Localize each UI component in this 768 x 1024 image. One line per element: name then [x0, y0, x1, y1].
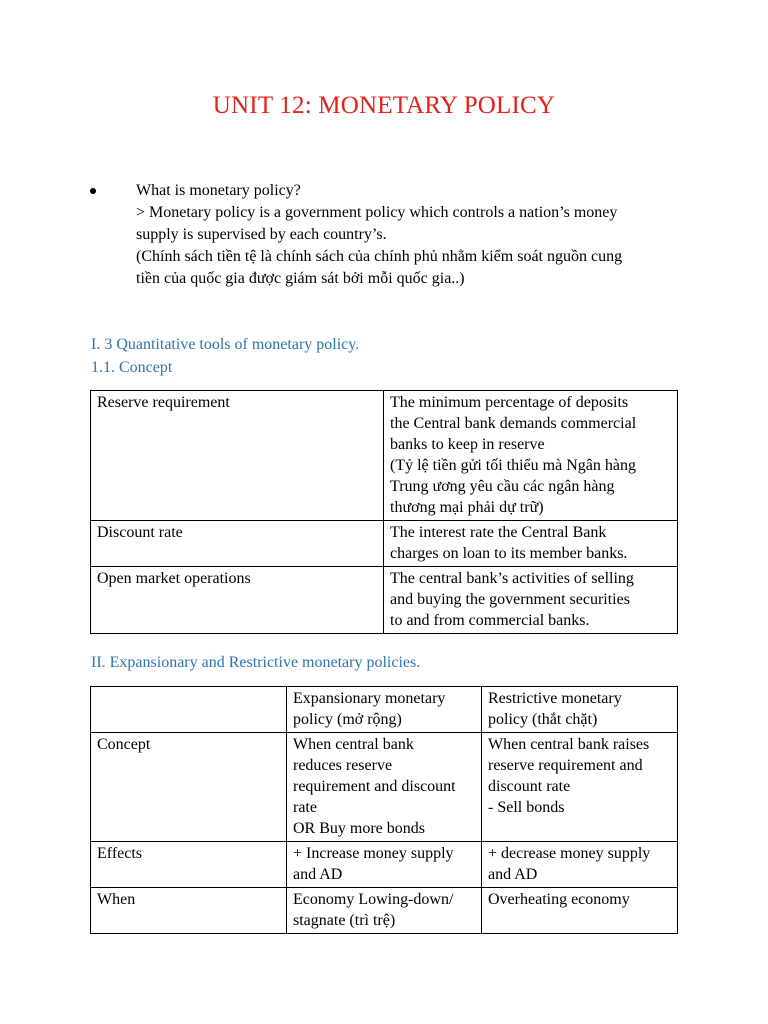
expansionary-cell: [287, 733, 482, 842]
definition-line: charges on loan to its member banks.: [390, 545, 628, 562]
header-line: policy (mở rộng): [293, 711, 402, 728]
intro-translation-line2: tiền của quốc gia được giám sát bởi mỗi quốc gia..): [136, 270, 465, 287]
intro-answer-line1: > Monetary policy is a government policy which controls a nation’s money: [136, 204, 618, 221]
section1-subheading: 1.1. Concept: [91, 359, 173, 376]
definition-cell: [384, 521, 678, 567]
cell-line: stagnate (trì trệ): [293, 912, 396, 929]
definition-line: to and from commercial banks.: [390, 612, 590, 629]
cell-line: Economy Lowing-down/: [293, 891, 454, 908]
row-label-cell: Concept: [91, 733, 287, 842]
definition-line: The interest rate the Central Bank: [390, 524, 607, 541]
restrictive-cell: [482, 733, 678, 842]
restrictive-cell: [482, 888, 678, 934]
bullet-dot-icon: [90, 188, 96, 194]
restrictive-header-cell: [482, 687, 678, 733]
quantitative-tools-table: [90, 390, 678, 634]
table-row: [91, 888, 678, 934]
intro-translation-line1: (Chính sách tiền tệ là chính sách của chính phủ nhằm kiểm soát nguồn cung: [136, 248, 623, 265]
cell-line: - Sell bonds: [488, 799, 565, 816]
cell-line: reserve requirement and: [488, 757, 643, 774]
section2-heading: II. Expansionary and Restrictive monetary policies.: [91, 654, 421, 671]
definition-cell: [384, 391, 678, 521]
definition-line: The central bank’s activities of selling: [390, 570, 634, 587]
cell-line: When central bank raises: [488, 736, 650, 753]
table-row: [91, 391, 678, 521]
intro-bullet: [112, 180, 692, 290]
term-cell: Reserve requirement: [91, 391, 384, 521]
policy-comparison-table: [90, 686, 678, 934]
cell-line: When central bank: [293, 736, 414, 753]
table-row: [91, 521, 678, 567]
definition-line: banks to keep in reserve: [390, 436, 545, 453]
table-header-row: [91, 687, 678, 733]
term-cell: Open market operations: [91, 567, 384, 634]
empty-header-cell: [91, 687, 287, 733]
cell-line: and AD: [488, 866, 538, 883]
definition-line: the Central bank demands commercial: [390, 415, 637, 432]
intro-question: What is monetary policy?: [136, 182, 301, 199]
cell-line: requirement and discount: [293, 778, 456, 795]
page-title: UNIT 12: MONETARY POLICY: [212, 92, 556, 119]
definition-line: Trung ương yêu cầu các ngân hàng: [390, 478, 615, 495]
definition-line: (Tỷ lệ tiền gửi tối thiểu mà Ngân hàng: [390, 457, 636, 474]
cell-line: Overheating economy: [488, 891, 630, 908]
restrictive-cell: [482, 842, 678, 888]
cell-line: + decrease money supply: [488, 845, 651, 862]
row-label-cell: When: [91, 888, 287, 934]
cell-line: + Increase money supply: [293, 845, 454, 862]
term-cell: Discount rate: [91, 521, 384, 567]
definition-line: The minimum percentage of deposits: [390, 394, 629, 411]
definition-line: thương mại phải dự trữ): [390, 499, 544, 516]
cell-line: rate: [293, 799, 317, 816]
table-row: [91, 842, 678, 888]
table-row: [91, 733, 678, 842]
table-row: [91, 567, 678, 634]
expansionary-cell: [287, 888, 482, 934]
header-line: Expansionary monetary: [293, 690, 446, 707]
header-line: Restrictive monetary: [488, 690, 622, 707]
expansionary-cell: [287, 842, 482, 888]
header-line: policy (thắt chặt): [488, 711, 598, 728]
intro-answer-line2: supply is supervised by each country’s.: [136, 226, 387, 243]
cell-line: OR Buy more bonds: [293, 820, 425, 837]
cell-line: and AD: [293, 866, 343, 883]
cell-line: reduces reserve: [293, 757, 393, 774]
cell-line: discount rate: [488, 778, 571, 795]
definition-cell: [384, 567, 678, 634]
expansionary-header-cell: [287, 687, 482, 733]
row-label-cell: Effects: [91, 842, 287, 888]
definition-line: and buying the government securities: [390, 591, 630, 608]
section1-heading: I. 3 Quantitative tools of monetary policy.: [91, 336, 360, 353]
